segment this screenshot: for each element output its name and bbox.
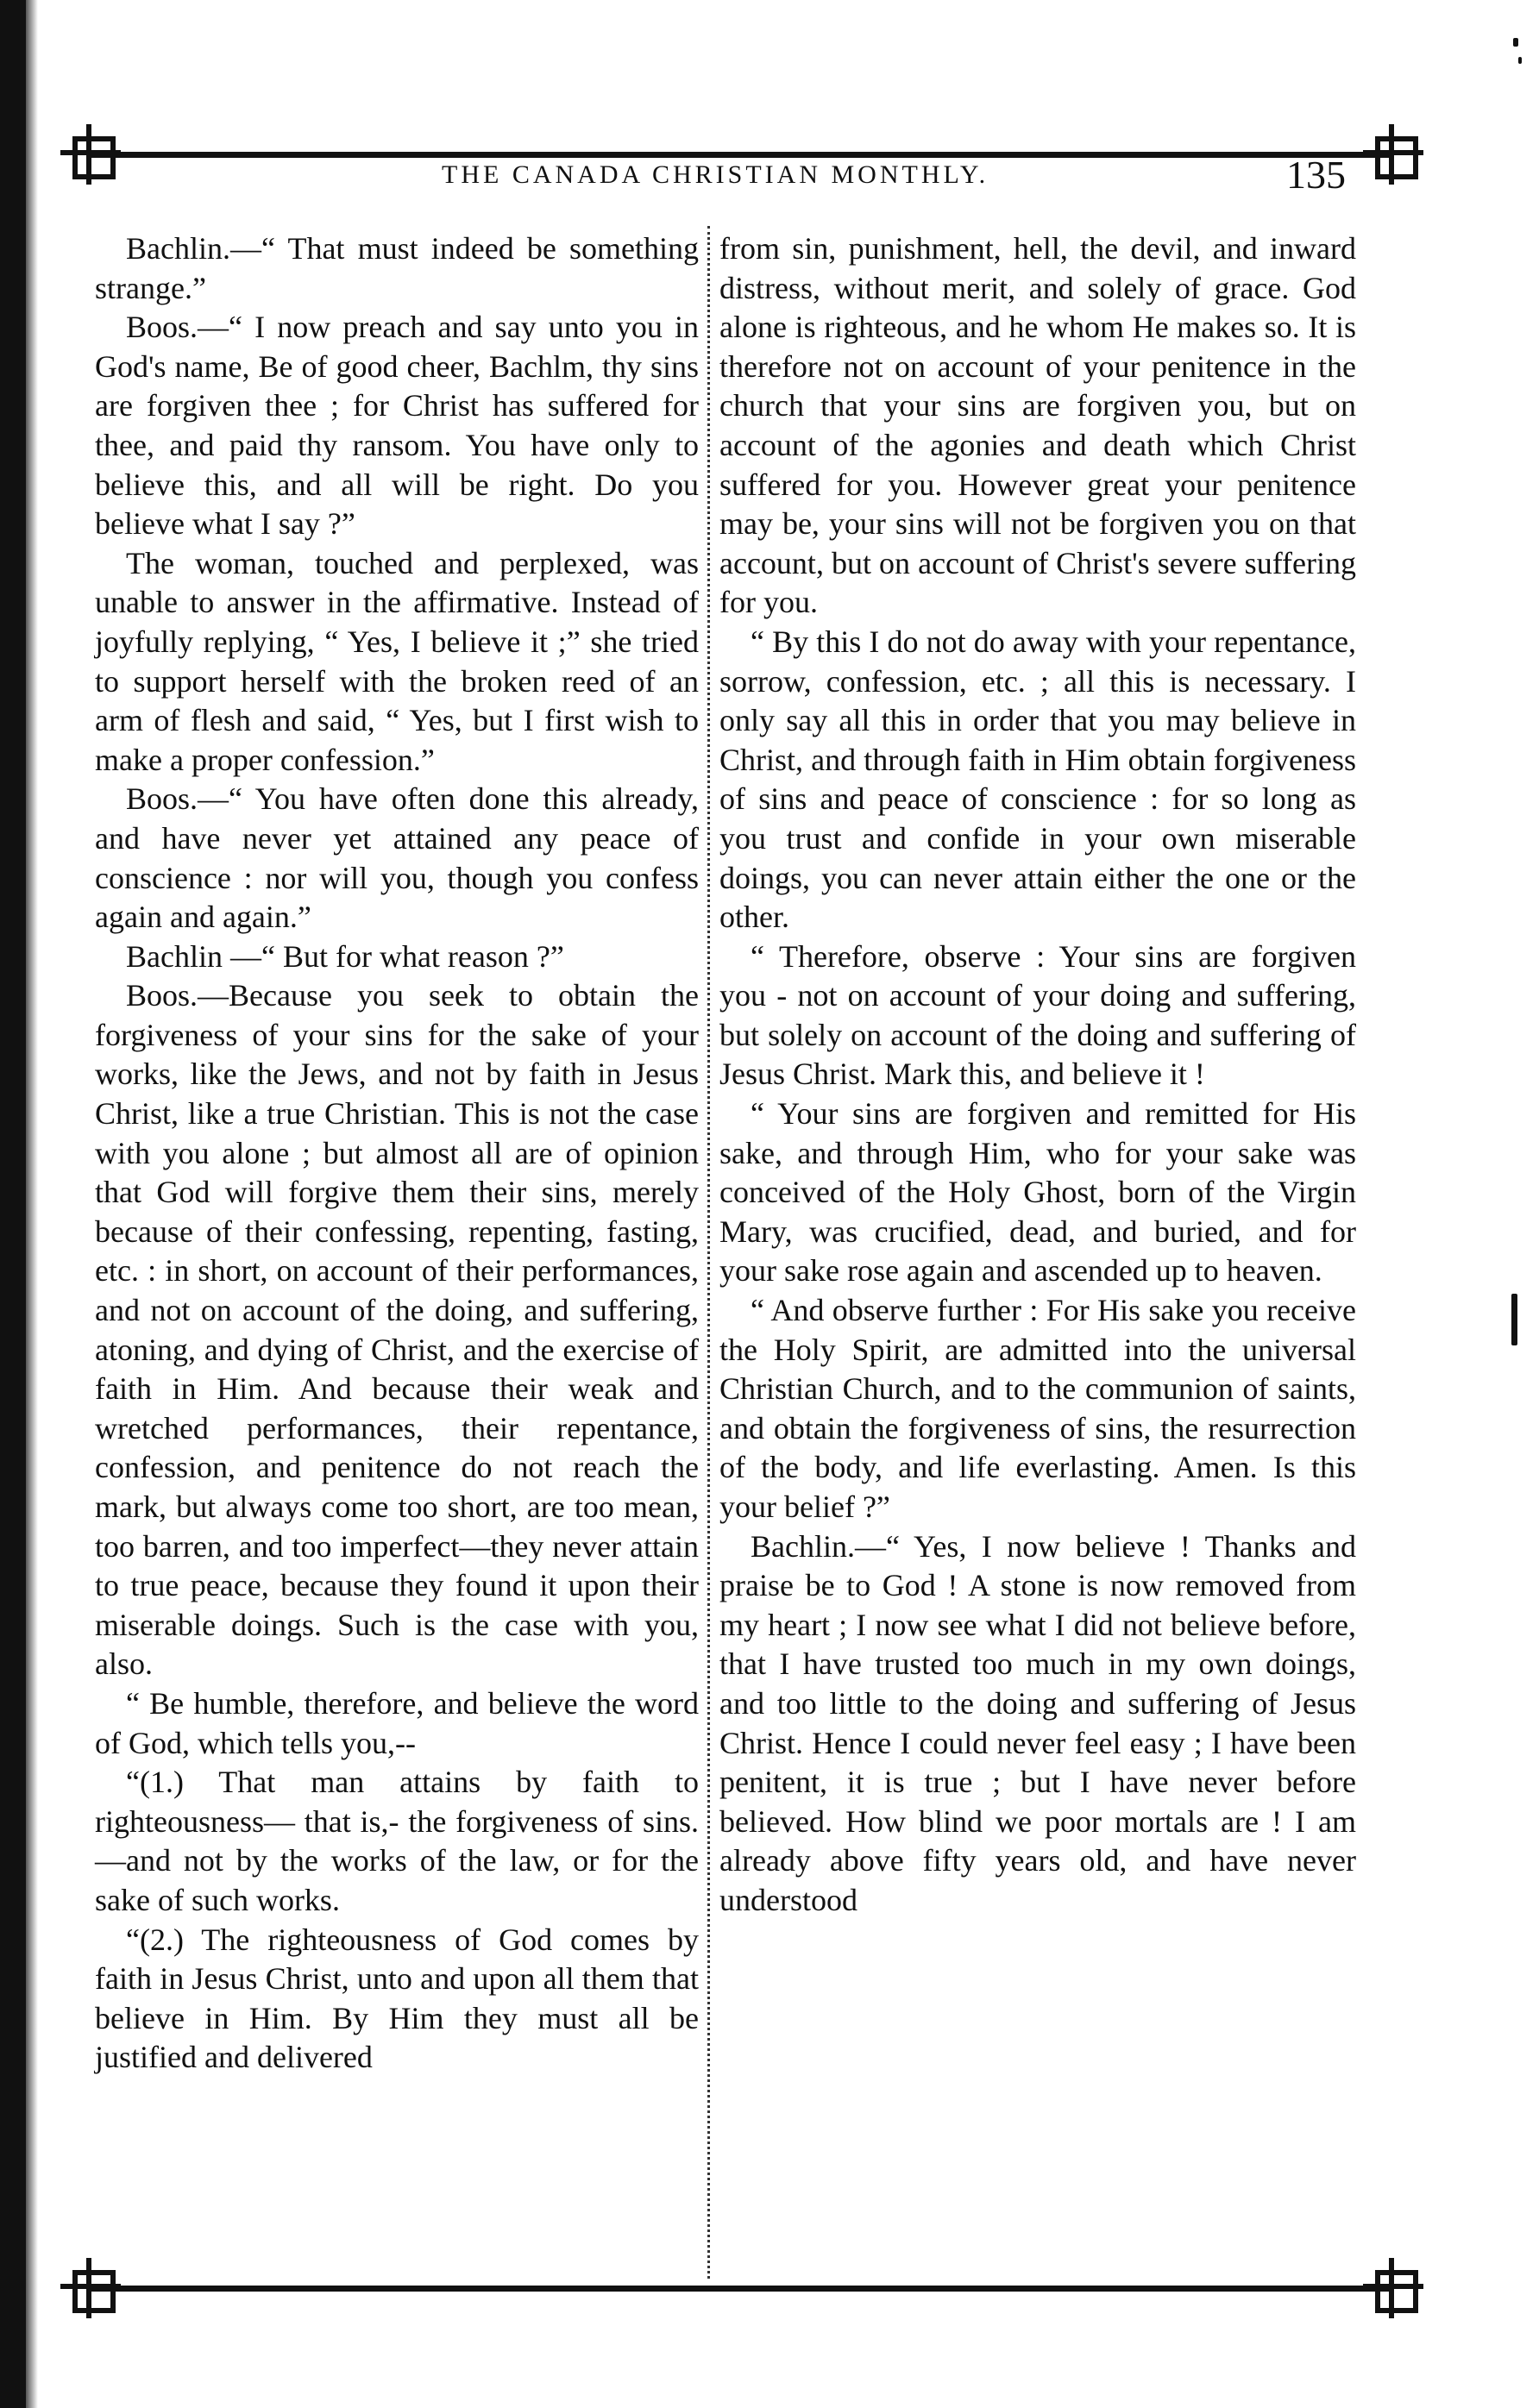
paragraph: “ Therefore, observe : Your sins are forgiven you - not on account of your doing and suffering, but solely on account of the doing and suffering of Jesus Christ. Mark this, and believe it ! bbox=[719, 938, 1356, 1092]
paragraph: “ Your sins are forgiven and remitted for His sake, and through Him, who for your sake was conceived of the Holy Ghost, born of the Virgin Mary, was crucified, dead, and buried, and for your sake rose again and ascended up to heaven. bbox=[719, 1096, 1356, 1289]
running-title: THE CANADA CHRISTIAN MONTHLY. bbox=[442, 160, 989, 189]
paragraph: Bachlin.—“ That must indeed be something strange.” bbox=[95, 231, 699, 305]
left-column bbox=[95, 229, 699, 2078]
paragraph: Bachlin.—“ Yes, I now believe ! Thanks and praise be to God ! A stone is now removed from my heart ; I now see what I did not believe before, that I have trusted too much in my own doings, and too little to the doing and suffering of Jesus Christ. Hence I could never feel easy ; I have been penitent, it is true ; but I have never before believed. How blind we poor mortals are ! I am already above fifty years old, and have never understood bbox=[719, 1528, 1356, 1917]
paragraph: Boos.—Because you seek to obtain the forgiveness of your sins for the sake of your works, like the Jews, and not by faith in Jesus Christ, like a true Christian. This is not the case with you alone ; but almost all are of opinion that God will forgive them their sins, merely because of their confessing, repenting, fasting, etc. : in short, on account of their performances, and not on account of the doing, and suffering, atoning, and dying of Christ, and the exercise of faith in Him. And because their weak and wretched performances, their repentance, confession, and penitence do not reach the mark, but always come too short, are too mean, too barren, and too imperfect—they never attain to true peace, because they found it upon their miserable doings. Such is the case with you, also. bbox=[95, 978, 699, 1682]
paragraph: Boos.—“ I now preach and say unto you in God's name, Be of good cheer, Bachlm, thy sins are forgiven thee ; for Christ has suffered for thee, and paid thy ransom. You have only to believe this, and all will be right. Do you believe what I say ?” bbox=[95, 310, 699, 542]
paragraph: from sin, punishment, hell, the devil, and inward distress, without merit, and solely of grace. God alone is righteous, and he whom He makes so. It is therefore not on account of your penitence in the church that your sins are forgiven you, but on account of the agonies and death which Christ suffered for you. However great your penitence may be, your sins will not be forgiven you on that account, but on account of Christ's severe suffering for you. bbox=[719, 231, 1356, 620]
page-number: 135 bbox=[1286, 153, 1346, 197]
scan-speck bbox=[1511, 1294, 1517, 1345]
scan-speck bbox=[1518, 57, 1522, 64]
page-edge-bar bbox=[0, 0, 26, 2408]
paragraph: “(2.) The righteousness of God comes by faith in Jesus Christ, unto and upon all them that believe in Him. By Him they must all be justified and delivered bbox=[95, 1922, 699, 2075]
scan-speck bbox=[1513, 38, 1518, 47]
page-header bbox=[138, 152, 1346, 195]
right-column bbox=[719, 229, 1356, 1921]
paragraph: “ And observe further : For His sake you receive the Holy Spirit, are admitted into the universal Christian Church, and to the communion of saints, and obtain the forgiveness of sins, the resurrection of the body, and life everlasting. Amen. Is this your belief ?” bbox=[719, 1293, 1356, 1524]
paragraph: “ By this I do not do away with your repentance, sorrow, confession, etc. ; all this is necessary. I only say all this in order that you may believe in Christ, and through faith in Him obtain forgiveness of sins and peace of conscience : for so long as you trust and confide in your own miserable doings, you can never attain either the one or the other. bbox=[719, 624, 1356, 935]
paragraph: “(1.) That man attains by faith to righteousness— that is,- the forgiveness of sins.—and not by the works of the law, or for the sake of such works. bbox=[95, 1765, 699, 1917]
page-edge-shadow bbox=[26, 0, 38, 2408]
bottom-border-rule bbox=[86, 2286, 1389, 2292]
column-divider bbox=[707, 226, 710, 2279]
paragraph: The woman, touched and perplexed, was unable to answer in the affirmative. Instead of joyfully replying, “ Yes, I believe it ;” she tried to support herself with the broken reed of an arm of flesh and said, “ Yes, but I first wish to make a proper confession.” bbox=[95, 545, 699, 777]
paragraph: Boos.—“ You have often done this already, and have never yet attained any peace of conscience : nor will you, though you confess again and again.” bbox=[95, 781, 699, 935]
paragraph: Bachlin —“ But for what reason ?” bbox=[126, 938, 564, 974]
paragraph: “ Be humble, therefore, and believe the word of God, which tells you,-- bbox=[95, 1685, 699, 1760]
